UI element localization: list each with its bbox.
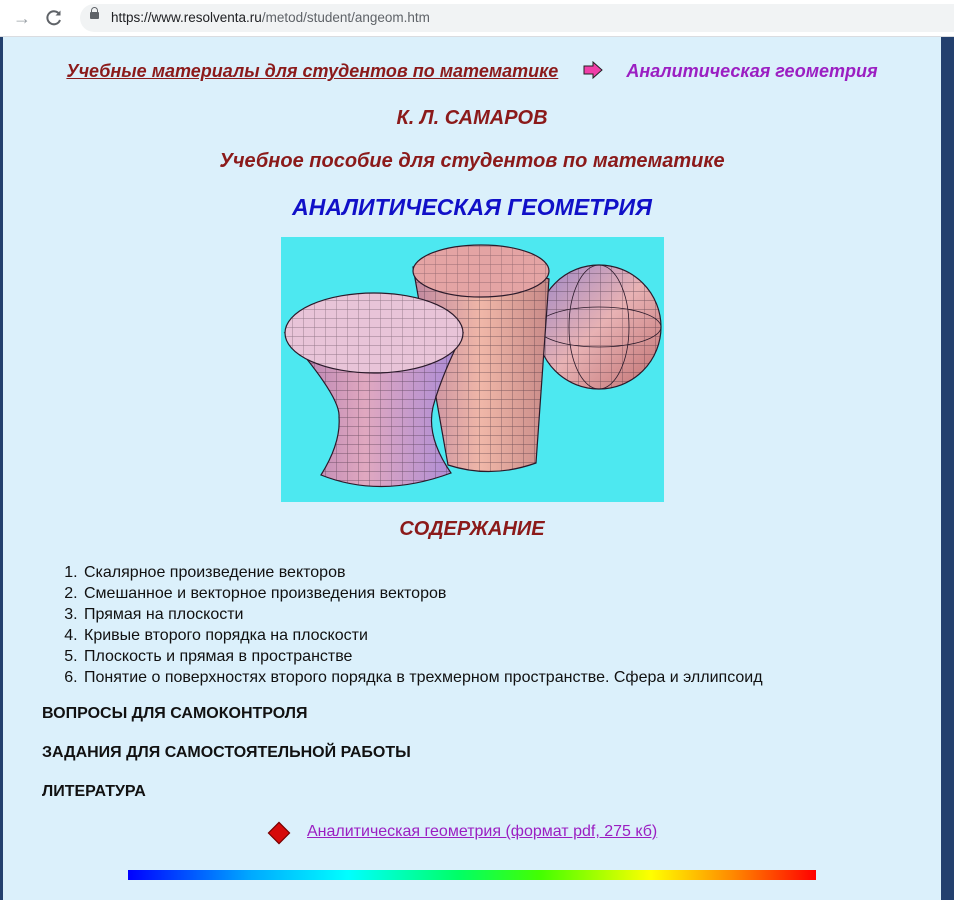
cover-illustration <box>281 237 664 502</box>
toc-item[interactable]: 4. Кривые второго порядка на плоскости <box>82 625 763 646</box>
table-of-contents <box>3 562 763 688</box>
contents-heading: СОДЕРЖАНИЕ <box>399 518 545 540</box>
url-text <box>111 10 430 25</box>
toc-item[interactable]: 2. Смешанное и векторное произведения векторов <box>82 583 763 604</box>
self-check-questions-link[interactable]: ВОПРОСЫ ДЛЯ САМОКОНТРОЛЯ <box>42 705 308 722</box>
breadcrumb-current: Аналитическая геометрия <box>626 61 878 81</box>
pink-arrow-icon <box>583 61 603 79</box>
page-title: АНАЛИТИЧЕСКАЯ ГЕОМЕТРИЯ <box>292 194 652 220</box>
author-name: К. Л. САМАРОВ <box>396 107 548 129</box>
url-host: https://www.resolventa.ru <box>111 10 262 25</box>
literature-link[interactable]: ЛИТЕРАТУРА <box>42 783 146 800</box>
page-subtitle: Учебное пособие для студентов по математике <box>219 150 725 172</box>
breadcrumb <box>3 61 941 82</box>
forward-arrow-icon[interactable]: → <box>13 8 31 28</box>
browser-toolbar <box>0 0 954 37</box>
sphere-shape <box>537 265 661 389</box>
assignments-link[interactable]: ЗАДАНИЯ ДЛЯ САМОСТОЯТЕЛЬНОЙ РАБОТЫ <box>42 744 411 761</box>
url-path: /metod/student/angeom.htm <box>261 10 430 25</box>
page-content <box>3 37 941 900</box>
breadcrumb-parent-link[interactable]: Учебные материалы для студентов по математике <box>66 61 559 81</box>
toc-item[interactable]: 5. Плоскость и прямая в пространстве <box>82 646 763 667</box>
pdf-download-link[interactable]: Аналитическая геометрия (формат pdf, 275 кб) <box>307 823 658 840</box>
red-diamond-icon <box>268 822 291 845</box>
toc-item[interactable]: 3. Прямая на плоскости <box>82 604 763 625</box>
frame-right-border <box>941 37 954 900</box>
rainbow-divider <box>128 870 816 880</box>
lock-icon <box>90 12 99 19</box>
reload-icon[interactable] <box>42 6 66 30</box>
toc-item[interactable]: 6. Понятие о поверхностях второго порядка в трехмерном пространстве. Сфера и эллипсоид <box>82 667 763 688</box>
address-bar[interactable] <box>80 4 954 32</box>
toc-item[interactable]: 1. Скалярное произведение векторов <box>82 562 763 583</box>
